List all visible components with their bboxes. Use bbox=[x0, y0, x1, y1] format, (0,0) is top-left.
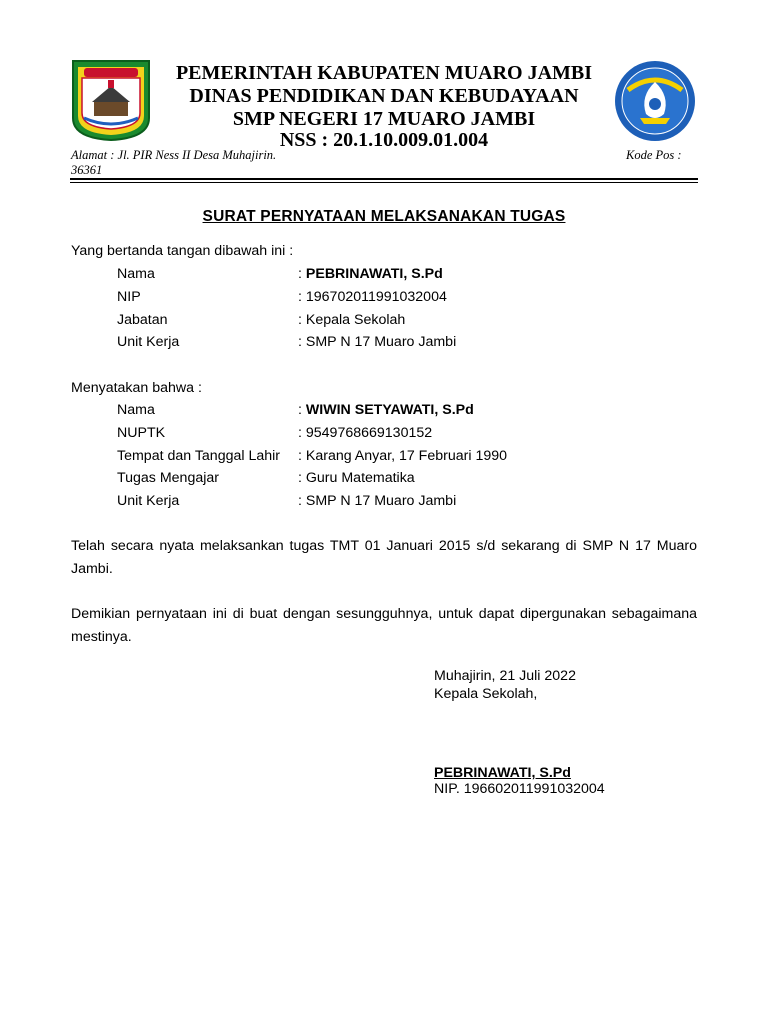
signer-name-label: Nama bbox=[117, 266, 155, 282]
nss-heading: NSS : 20.1.10.009.01.004 bbox=[279, 129, 489, 151]
subject-teaching-label: Tugas Mengajar bbox=[117, 470, 219, 486]
subject-unit-label: Unit Kerja bbox=[117, 493, 180, 509]
postal-code-label: Kode Pos : bbox=[626, 148, 682, 162]
school-heading: SMP NEGERI 17 MUARO JAMBI bbox=[232, 108, 536, 130]
school-address-postal-code: 36361 bbox=[71, 163, 103, 177]
signature-place-date: Muhajirin, 21 Juli 2022 bbox=[434, 668, 576, 684]
intro-text: Yang bertanda tangan dibawah ini : bbox=[71, 243, 294, 259]
school-address: Alamat : Jl. PIR Ness II Desa Muhajirin. bbox=[71, 148, 277, 162]
signer-nip-label: NIP bbox=[117, 289, 141, 305]
subject-birth-label: Tempat dan Tanggal Lahir bbox=[117, 448, 281, 464]
letterhead-divider-thin bbox=[70, 182, 698, 183]
subject-teaching-value: : Guru Matematika bbox=[298, 470, 415, 486]
statement-paragraph: Telah secara nyata melaksankan tugas TMT 01 Januari 2015 s/d sekarang di SMP N 17 Muaro Jambi. bbox=[71, 538, 697, 577]
government-heading: PEMERINTAH KABUPATEN MUARO JAMBI bbox=[175, 62, 593, 84]
signer-position-value: : Kepala Sekolah bbox=[298, 312, 406, 328]
closing-paragraph: Demikian pernyataan ini di buat dengan sesungguhnya, untuk dapat dipergunakan sebagaimana mestinya. bbox=[71, 606, 697, 645]
subject-nuptk-label: NUPTK bbox=[117, 425, 166, 441]
signer-position-label: Jabatan bbox=[117, 312, 168, 328]
subject-name-value: : WIWIN SETYAWATI, S.Pd bbox=[298, 402, 474, 418]
subject-name-label: Nama bbox=[117, 402, 155, 418]
signature-nip: NIP. 196602011991032004 bbox=[434, 781, 605, 797]
signer-unit-label: Unit Kerja bbox=[117, 334, 180, 350]
subject-unit-value: : SMP N 17 Muaro Jambi bbox=[298, 493, 457, 509]
signature-position: Kepala Sekolah, bbox=[434, 686, 538, 702]
signer-nip-value: : 196702011991032004 bbox=[298, 289, 447, 305]
signature-name: PEBRINAWATI, S.Pd bbox=[434, 765, 571, 781]
document-title: SURAT PERNYATAAN MELAKSANAKAN TUGAS bbox=[202, 208, 566, 225]
subject-nuptk-value: : 9549768669130152 bbox=[298, 425, 433, 441]
signer-name-value: : PEBRINAWATI, S.Pd bbox=[298, 266, 443, 282]
signer-unit-value: : SMP N 17 Muaro Jambi bbox=[298, 334, 457, 350]
subject-birth-value: : Karang Anyar, 17 Februari 1990 bbox=[298, 448, 508, 464]
letterhead-divider-thick bbox=[70, 178, 698, 180]
declares-text: Menyatakan bahwa : bbox=[71, 380, 202, 396]
department-heading: DINAS PENDIDIKAN DAN KEBUDAYAAN bbox=[189, 85, 579, 107]
